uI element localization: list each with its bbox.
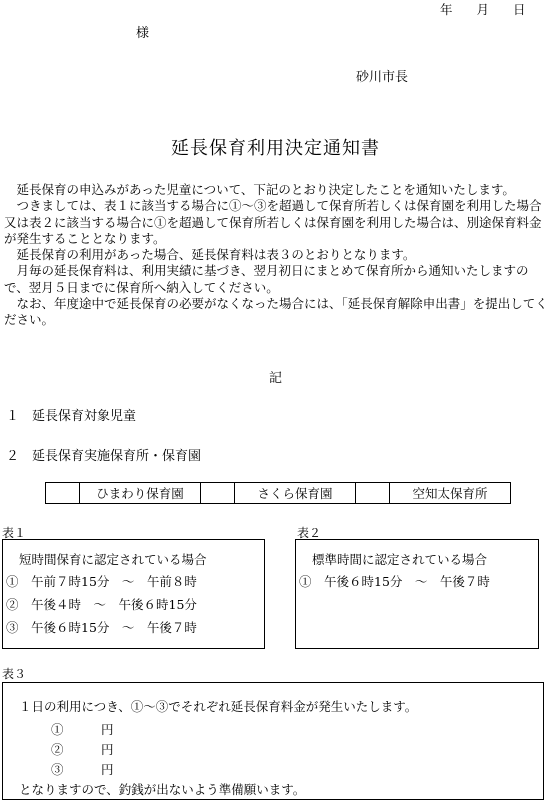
- body-paragraph: 月毎の延長保育料は、利用実績に基づき、翌月初日にまとめて保育所から通知いたしますので、翌月５日までに保育所へ納入してください。: [4, 263, 529, 295]
- item-label: 延長保育実施保育所・保育園: [32, 449, 202, 464]
- table2-heading: 標準時間に認定されている場合: [312, 552, 488, 567]
- document-title: 延長保育利用決定通知書: [171, 138, 380, 159]
- item-number: １: [6, 409, 20, 424]
- body-paragraph: 延長保育の利用があった場合、延長保育料は表３のとおりとなります。: [4, 247, 416, 263]
- body-paragraph: 延長保育の申込みがあった児童について、下記のとおり決定したことを通知いたします。: [4, 182, 515, 197]
- date-month: 月: [476, 2, 490, 17]
- item-target-child: [6, 405, 136, 424]
- issuer: 砂川市長: [356, 70, 409, 85]
- table3-closing: となりますので、釣銭が出ないよう準備願います。: [19, 782, 306, 797]
- addressee: 様: [136, 26, 150, 41]
- table1-heading: 短時間保育に認定されている場合: [19, 552, 207, 567]
- table3-row: ③ 円: [51, 762, 114, 777]
- table3-row: ① 円: [51, 722, 114, 737]
- nursery-checkbox[interactable]: [46, 483, 80, 504]
- nursery-table: [45, 482, 511, 504]
- table1-row: ① 午前７時15分 ～ 午前８時: [6, 574, 197, 589]
- table1-box: [2, 539, 265, 649]
- table3-label: 表３: [2, 667, 27, 681]
- body-paragraph: つきましては、表１に該当する場合に①～③を超過して保育所若しくは保育園を利用した場合又は表２に該当する場合に①を超過して保育所若しくは保育園を利用した場合は、別途保育料金が発生することとなります。: [4, 198, 542, 246]
- table2-label: 表２: [297, 526, 322, 540]
- table2-box: [295, 539, 539, 649]
- item-number: ２: [6, 449, 20, 464]
- body-paragraph: なお、年度途中で延長保育の必要がなくなった場合には、「延長保育解除申出書」を提出してください。: [4, 296, 548, 328]
- table3-intro: １日の利用につき、①～③でそれぞれ延長保育料金が発生いたします。: [19, 699, 418, 714]
- table2-row: ① 午後６時15分 ～ 午後７時: [299, 574, 490, 589]
- nursery-checkbox[interactable]: [356, 483, 390, 504]
- item-nursery: [6, 445, 201, 464]
- table3-box: [2, 682, 544, 800]
- date-year: 年: [440, 2, 453, 17]
- table3-row: ② 円: [51, 742, 114, 757]
- table1-row: ③ 午後６時15分 ～ 午後７時: [6, 620, 197, 635]
- body-text: [4, 182, 549, 329]
- table1-label: 表１: [2, 526, 27, 540]
- table1-row: ② 午後４時 ～ 午後６時15分: [6, 597, 197, 612]
- nursery-name: さくら保育園: [235, 483, 356, 504]
- table-row: [46, 483, 511, 504]
- date-day: 日: [513, 2, 526, 17]
- item-label: 延長保育対象児童: [32, 409, 137, 424]
- ki-heading: 記: [268, 371, 282, 386]
- nursery-name: 空知太保育所: [390, 483, 511, 504]
- nursery-name: ひまわり保育園: [80, 483, 201, 504]
- nursery-checkbox[interactable]: [201, 483, 235, 504]
- date-line: [440, 0, 550, 18]
